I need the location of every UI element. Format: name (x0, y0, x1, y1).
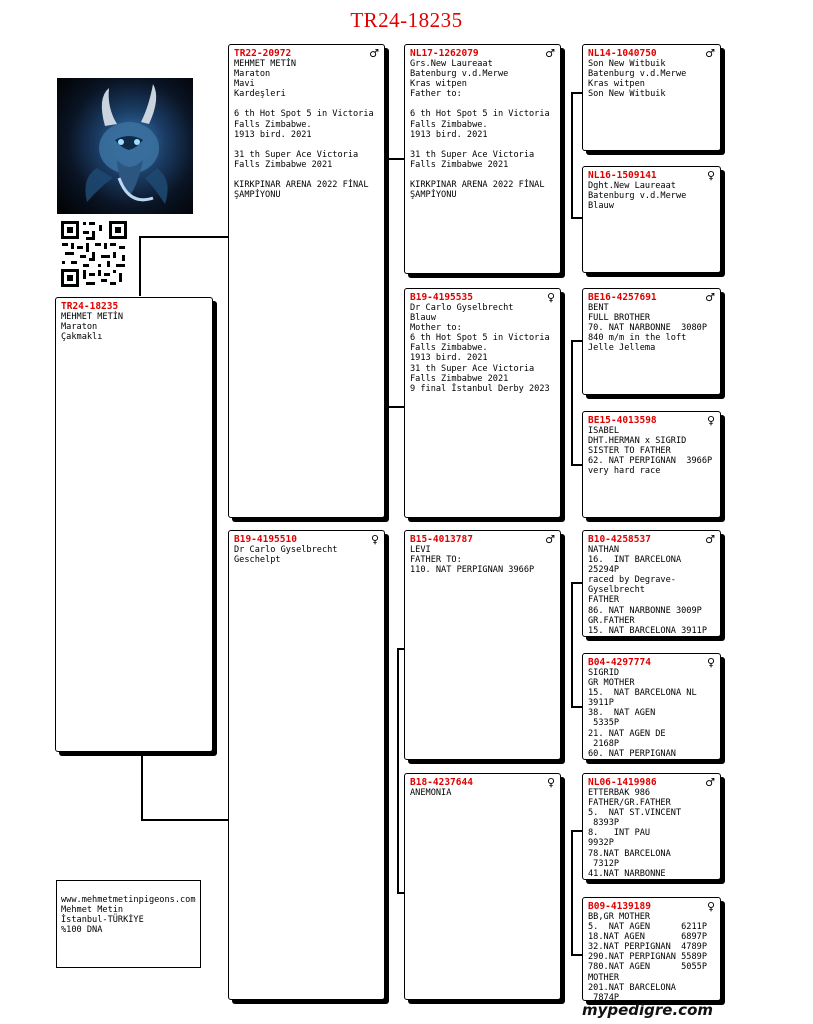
connector-line (141, 819, 229, 821)
bird-details: Dght.New Laureaat Batenburg v.d.Merwe Blauw (588, 181, 687, 212)
ring-number: B10-4258537 (588, 534, 651, 545)
ring-number: BE16-4257691 (588, 292, 657, 303)
connector-line (141, 752, 143, 819)
ring-number: B18-4237644 (410, 777, 473, 788)
connector-line (397, 648, 399, 892)
bird-details: ANEMONIA (410, 788, 452, 798)
owner-details: www.mehmetmetinpigeons.com Mehmet Metin İstanbul-TÜRKİYE %100 DNA (61, 895, 196, 936)
connector-line (139, 236, 141, 296)
bird-details: ETTERBAK 986 FATHER/GR.FATHER 5. NAT ST.VINCENT 8393P 8. INT PAU 9932P 78.NAT BARCELONA 7312P 41.NAT NARBONNE (588, 788, 682, 879)
dam-dam-dam-card[interactable] (582, 897, 721, 1001)
connector-line (397, 648, 404, 650)
bird-details: MEHMET METİN Maraton Çakmaklı (61, 312, 124, 343)
male-icon: ♂ (545, 533, 555, 546)
female-icon: ♀ (370, 533, 379, 546)
ring-number: B19-4195535 (410, 292, 473, 303)
ring-number: NL14-1040750 (588, 48, 657, 59)
male-icon: ♂ (705, 291, 715, 304)
bird-details: Son New Witbuik Batenburg v.d.Merwe Kras witpen Son New Witbuik (588, 59, 687, 100)
connector-line (571, 92, 582, 94)
ring-number: B09-4139189 (588, 901, 651, 912)
dam-sire-card[interactable] (404, 530, 561, 760)
ring-number: B04-4297774 (588, 657, 651, 668)
ring-number: B19-4195510 (234, 534, 297, 545)
female-icon: ♀ (546, 776, 555, 789)
connector-line (571, 706, 582, 708)
male-icon: ♂ (705, 47, 715, 60)
ring-number: B15-4013787 (410, 534, 473, 545)
female-icon: ♀ (546, 291, 555, 304)
bird-details: SIGRID GR MOTHER 15. NAT BARCELONA NL 3911P 38. NAT AGEN 5335P 21. NAT AGEN DE 2168P 60. NAT PERPIGNAN (588, 668, 697, 759)
connector-line (571, 830, 573, 954)
male-icon: ♂ (369, 47, 379, 60)
sire-dam-sire-card[interactable] (582, 288, 721, 395)
sire-sire-dam-card[interactable] (582, 166, 721, 273)
bird-details: Dr Carlo Gyselbrecht Blauw Mother to: 6 th Hot Spot 5 in Victoria Falls Zimbabwe. 1913 bird. 2021 31 th Super Ace Victoria Falls Zimbabwe 2021 9 final İstanbul Derby 2023 (410, 303, 550, 394)
connector-line (571, 217, 582, 219)
connector-line (386, 158, 404, 160)
ring-number: NL16-1509141 (588, 170, 657, 181)
dam-dam-sire-card[interactable] (582, 773, 721, 880)
ring-number: NL17-1262079 (410, 48, 479, 59)
ring-number: TR22-20972 (234, 48, 292, 59)
sire-dam-card[interactable] (404, 288, 561, 518)
brand-footer[interactable]: mypedigre.com (581, 1001, 713, 1019)
pedigree-title: TR24-18235 (350, 8, 463, 32)
sire-sire-card[interactable] (404, 44, 561, 274)
subject-card[interactable] (55, 297, 213, 752)
connector-line (139, 236, 229, 238)
connector-line (571, 464, 582, 466)
dragon-logo-image (57, 78, 193, 214)
connector-line (571, 340, 582, 342)
sire-card[interactable] (228, 44, 385, 518)
qr-code-image[interactable] (59, 219, 129, 289)
connector-line (571, 582, 573, 706)
bird-details: BENT FULL BROTHER 70. NAT NARBONNE 3080P 840 m/m in the loft Jelle Jellema (588, 303, 707, 354)
female-icon: ♀ (706, 169, 715, 182)
sire-sire-sire-card[interactable] (582, 44, 721, 151)
female-icon: ♀ (706, 414, 715, 427)
ring-number: BE15-4013598 (588, 415, 657, 426)
connector-line (386, 406, 404, 408)
dam-sire-dam-card[interactable] (582, 653, 721, 760)
dam-card[interactable] (228, 530, 385, 1000)
male-icon: ♂ (545, 47, 555, 60)
dam-sire-sire-card[interactable] (582, 530, 721, 637)
connector-line (571, 340, 573, 464)
connector-line (571, 92, 573, 217)
owner-info-box (56, 880, 201, 968)
bird-details: NATHAN 16. INT BARCELONA 25294P raced by Degrave- Gyselbrecht FATHER 86. NAT NARBONNE 3009P GR.FATHER 15. NAT BARCELONA 3911P (588, 545, 707, 636)
female-icon: ♀ (706, 656, 715, 669)
bird-details: Dr Carlo Gyselbrecht Geschelpt (234, 545, 338, 566)
bird-details: MEHMET METİN Maraton Mavi Kardeşleri 6 th Hot Spot 5 in Victoria Falls Zimbabwe. 1913 bird. 2021 31 th Super Ace Victoria Falls Zimbabwe 2021 KIRKPINAR ARENA 2022 FİNAL ŞAMPİYONU (234, 59, 374, 201)
bird-details: Grs.New Laureaat Batenburg v.d.Merwe Kras witpen Father to: 6 th Hot Spot 5 in Victoria Falls Zimbabwe. 1913 bird. 2021 31 th Super Ace Victoria Falls Zimbabwe 2021 KIRKPINAR ARENA 2022 FİNAL ŞAMPİYONU (410, 59, 550, 201)
ring-number: NL06-1419986 (588, 777, 657, 788)
sire-dam-dam-card[interactable] (582, 411, 721, 518)
connector-line (571, 954, 582, 956)
connector-line (571, 582, 582, 584)
bird-details: ISABEL DHT.HERMAN x SIGRID SISTER TO FATHER 62. NAT PERPIGNAN 3966P very hard race (588, 426, 713, 477)
connector-line (386, 158, 388, 406)
connector-line (571, 830, 582, 832)
dam-dam-card[interactable] (404, 773, 561, 1000)
male-icon: ♂ (705, 533, 715, 546)
connector-line (397, 892, 404, 894)
bird-details: LEVI FATHER TO: 110. NAT PERPIGNAN 3966P (410, 545, 535, 576)
female-icon: ♀ (706, 900, 715, 913)
male-icon: ♂ (705, 776, 715, 789)
ring-number: TR24-18235 (61, 301, 119, 312)
bird-details: BB,GR MOTHER 5. NAT AGEN 6211P 18.NAT AGEN 6897P 32.NAT PERPIGNAN 4789P 290.NAT PERPIGNAN 5589P 780.NAT AGEN 5055P MOTHER 201.NAT BARCELONA 7874P (588, 912, 707, 1001)
